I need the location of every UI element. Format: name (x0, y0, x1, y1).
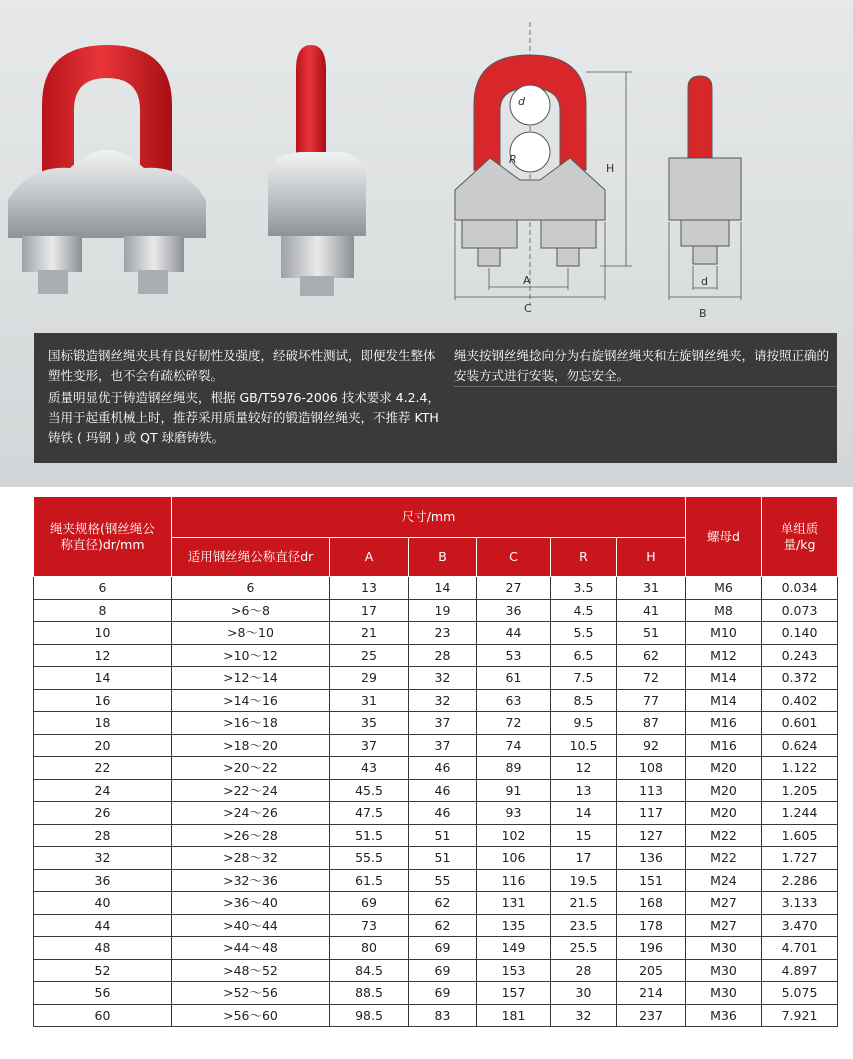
table-body (34, 577, 838, 1027)
table-header-row (34, 497, 838, 538)
cell-r: 28 (551, 959, 617, 982)
cell-b: 83 (409, 1004, 477, 1027)
cell-rope-diameter: >8～10 (172, 622, 330, 645)
cell-a: 17 (330, 599, 409, 622)
cell-rope-diameter: >32～36 (172, 869, 330, 892)
cell-rope-diameter: >26～28 (172, 824, 330, 847)
cell-rope-diameter: >14～16 (172, 689, 330, 712)
cell-r: 9.5 (551, 712, 617, 735)
cell-spec: 8 (34, 599, 172, 622)
cell-c: 53 (477, 644, 551, 667)
table-row (34, 779, 838, 802)
cell-spec: 24 (34, 779, 172, 802)
cell-r: 21.5 (551, 892, 617, 915)
cell-spec: 12 (34, 644, 172, 667)
cell-weight: 3.470 (762, 914, 838, 937)
cell-b: 46 (409, 802, 477, 825)
cell-b: 32 (409, 667, 477, 690)
cell-c: 63 (477, 689, 551, 712)
table-row (34, 959, 838, 982)
cell-spec: 56 (34, 982, 172, 1005)
cell-a: 51.5 (330, 824, 409, 847)
table-row (34, 982, 838, 1005)
cell-c: 89 (477, 757, 551, 780)
cell-rope-diameter: >18～20 (172, 734, 330, 757)
cell-a: 61.5 (330, 869, 409, 892)
cell-rope-diameter: >24～26 (172, 802, 330, 825)
cell-a: 45.5 (330, 779, 409, 802)
table-row (34, 892, 838, 915)
cell-nut: M24 (686, 869, 762, 892)
cell-h: 178 (617, 914, 686, 937)
cell-r: 7.5 (551, 667, 617, 690)
cell-rope-diameter: >52～56 (172, 982, 330, 1005)
cell-weight: 4.701 (762, 937, 838, 960)
cell-h: 92 (617, 734, 686, 757)
cell-spec: 20 (34, 734, 172, 757)
cell-rope-diameter: >44～48 (172, 937, 330, 960)
cell-r: 8.5 (551, 689, 617, 712)
table-row (34, 869, 838, 892)
table-row (34, 577, 838, 600)
cell-h: 51 (617, 622, 686, 645)
cell-nut: M8 (686, 599, 762, 622)
cell-nut: M27 (686, 914, 762, 937)
cell-b: 37 (409, 712, 477, 735)
cell-weight: 0.372 (762, 667, 838, 690)
cell-h: 31 (617, 577, 686, 600)
cell-b: 51 (409, 824, 477, 847)
cell-h: 196 (617, 937, 686, 960)
header-h: H (617, 538, 686, 577)
cell-nut: M20 (686, 802, 762, 825)
cell-nut: M22 (686, 824, 762, 847)
cell-rope-diameter: >16～18 (172, 712, 330, 735)
cell-c: 61 (477, 667, 551, 690)
cell-r: 25.5 (551, 937, 617, 960)
cell-c: 181 (477, 1004, 551, 1027)
cell-a: 43 (330, 757, 409, 780)
cell-r: 30 (551, 982, 617, 1005)
cell-spec: 10 (34, 622, 172, 645)
cell-rope-diameter: >10～12 (172, 644, 330, 667)
label-side-d: d (701, 275, 708, 288)
cell-r: 13 (551, 779, 617, 802)
cell-r: 3.5 (551, 577, 617, 600)
cell-b: 23 (409, 622, 477, 645)
info-left-column (48, 346, 446, 450)
cell-nut: M36 (686, 1004, 762, 1027)
cell-nut: M12 (686, 644, 762, 667)
info-paragraph-quality: 质量明显优于铸造钢丝绳夹，根据 GB/T5976-2006 技术要求 4.2.4，当用于起重机械上时，推荐采用质量较好的锻造钢丝绳夹，不推荐 KTH 铸铁 ( 玛钢 ) 或 QT 球磨铸铁。 (48, 390, 440, 445)
cell-rope-diameter: >6～8 (172, 599, 330, 622)
cell-nut: M30 (686, 959, 762, 982)
cell-spec: 16 (34, 689, 172, 712)
cell-weight: 0.624 (762, 734, 838, 757)
info-divider (454, 386, 837, 387)
cell-rope-diameter: >48～52 (172, 959, 330, 982)
cell-c: 116 (477, 869, 551, 892)
cell-weight: 1.605 (762, 824, 838, 847)
cell-a: 47.5 (330, 802, 409, 825)
cell-a: 37 (330, 734, 409, 757)
cell-r: 23.5 (551, 914, 617, 937)
label-h: H (606, 162, 615, 175)
cell-a: 31 (330, 689, 409, 712)
header-c: C (477, 538, 551, 577)
header-b: B (409, 538, 477, 577)
cell-weight: 7.921 (762, 1004, 838, 1027)
table-row (34, 847, 838, 870)
info-right-column (454, 346, 832, 388)
cell-a: 73 (330, 914, 409, 937)
product-hero (0, 0, 853, 487)
cell-nut: M22 (686, 847, 762, 870)
cell-rope-diameter: >22～24 (172, 779, 330, 802)
cell-nut: M20 (686, 757, 762, 780)
cell-nut: M27 (686, 892, 762, 915)
cell-a: 55.5 (330, 847, 409, 870)
table-row (34, 599, 838, 622)
cell-spec: 48 (34, 937, 172, 960)
cell-a: 25 (330, 644, 409, 667)
cell-b: 62 (409, 892, 477, 915)
cell-weight: 2.286 (762, 869, 838, 892)
table-row (34, 757, 838, 780)
cell-b: 69 (409, 937, 477, 960)
cell-b: 37 (409, 734, 477, 757)
cell-nut: M14 (686, 667, 762, 690)
cell-h: 113 (617, 779, 686, 802)
cell-weight: 5.075 (762, 982, 838, 1005)
cell-b: 51 (409, 847, 477, 870)
table-row (34, 712, 838, 735)
cell-weight: 0.140 (762, 622, 838, 645)
cell-weight: 0.073 (762, 599, 838, 622)
cell-rope-diameter: >12～14 (172, 667, 330, 690)
cell-h: 127 (617, 824, 686, 847)
header-rope-diameter: 适用钢丝绳公称直径dr (172, 538, 330, 577)
cell-r: 17 (551, 847, 617, 870)
cell-weight: 1.205 (762, 779, 838, 802)
table-row (34, 667, 838, 690)
cell-spec: 14 (34, 667, 172, 690)
cell-rope-diameter: >28～32 (172, 847, 330, 870)
cell-a: 84.5 (330, 959, 409, 982)
cell-spec: 26 (34, 802, 172, 825)
table-row (34, 622, 838, 645)
cell-weight: 0.601 (762, 712, 838, 735)
cell-weight: 3.133 (762, 892, 838, 915)
clip-photo-side (268, 45, 366, 296)
cell-c: 44 (477, 622, 551, 645)
header-dimensions: 尺寸/mm (172, 497, 686, 538)
technical-drawing-side (669, 76, 741, 320)
cell-r: 5.5 (551, 622, 617, 645)
table-row (34, 914, 838, 937)
cell-a: 69 (330, 892, 409, 915)
cell-h: 108 (617, 757, 686, 780)
label-c: C (524, 302, 532, 315)
cell-h: 117 (617, 802, 686, 825)
cell-weight: 1.727 (762, 847, 838, 870)
clip-photo-front (8, 45, 206, 294)
info-paragraph-installation: 绳夹按钢丝绳捻向分为右旋钢丝绳夹和左旋钢丝绳夹，请按照正确的安装方式进行安装，勿忘安全。 (454, 348, 830, 383)
header-spec: 绳夹规格(钢丝绳公称直径)dr/mm (34, 497, 172, 577)
cell-a: 98.5 (330, 1004, 409, 1027)
label-b: B (699, 307, 707, 320)
cell-weight: 0.402 (762, 689, 838, 712)
cell-rope-diameter: >56～60 (172, 1004, 330, 1027)
table-row (34, 802, 838, 825)
table-row (34, 824, 838, 847)
cell-weight: 1.244 (762, 802, 838, 825)
table-row (34, 644, 838, 667)
cell-c: 157 (477, 982, 551, 1005)
cell-nut: M16 (686, 734, 762, 757)
cell-h: 62 (617, 644, 686, 667)
cell-c: 74 (477, 734, 551, 757)
cell-spec: 60 (34, 1004, 172, 1027)
cell-a: 29 (330, 667, 409, 690)
cell-weight: 0.034 (762, 577, 838, 600)
table-row (34, 689, 838, 712)
cell-spec: 22 (34, 757, 172, 780)
cell-c: 93 (477, 802, 551, 825)
cell-nut: M16 (686, 712, 762, 735)
cell-spec: 36 (34, 869, 172, 892)
cell-spec: 40 (34, 892, 172, 915)
cell-rope-diameter: 6 (172, 577, 330, 600)
cell-h: 87 (617, 712, 686, 735)
cell-c: 27 (477, 577, 551, 600)
cell-nut: M6 (686, 577, 762, 600)
cell-a: 35 (330, 712, 409, 735)
cell-spec: 44 (34, 914, 172, 937)
cell-spec: 28 (34, 824, 172, 847)
cell-h: 77 (617, 689, 686, 712)
cell-a: 80 (330, 937, 409, 960)
cell-nut: M10 (686, 622, 762, 645)
cell-c: 135 (477, 914, 551, 937)
cell-r: 4.5 (551, 599, 617, 622)
cell-a: 88.5 (330, 982, 409, 1005)
cell-rope-diameter: >40～44 (172, 914, 330, 937)
cell-spec: 18 (34, 712, 172, 735)
spec-table (33, 496, 838, 1027)
cell-b: 46 (409, 779, 477, 802)
cell-h: 205 (617, 959, 686, 982)
cell-nut: M30 (686, 982, 762, 1005)
cell-spec: 6 (34, 577, 172, 600)
cell-r: 6.5 (551, 644, 617, 667)
cell-r: 32 (551, 1004, 617, 1027)
cell-h: 72 (617, 667, 686, 690)
label-r: R (509, 153, 517, 166)
cell-nut: M20 (686, 779, 762, 802)
header-weight: 单组质量/kg (762, 497, 838, 577)
cell-c: 149 (477, 937, 551, 960)
table-row (34, 1004, 838, 1027)
cell-h: 168 (617, 892, 686, 915)
label-a: A (523, 274, 531, 287)
table-row (34, 734, 838, 757)
info-panel (34, 333, 837, 463)
cell-rope-diameter: >36～40 (172, 892, 330, 915)
cell-nut: M30 (686, 937, 762, 960)
cell-h: 136 (617, 847, 686, 870)
cell-b: 46 (409, 757, 477, 780)
cell-r: 10.5 (551, 734, 617, 757)
cell-b: 28 (409, 644, 477, 667)
cell-b: 19 (409, 599, 477, 622)
cell-rope-diameter: >20～22 (172, 757, 330, 780)
cell-b: 55 (409, 869, 477, 892)
cell-weight: 0.243 (762, 644, 838, 667)
cell-b: 69 (409, 959, 477, 982)
cell-c: 131 (477, 892, 551, 915)
cell-c: 106 (477, 847, 551, 870)
cell-c: 91 (477, 779, 551, 802)
cell-nut: M14 (686, 689, 762, 712)
cell-b: 69 (409, 982, 477, 1005)
cell-weight: 1.122 (762, 757, 838, 780)
cell-spec: 52 (34, 959, 172, 982)
cell-r: 19.5 (551, 869, 617, 892)
technical-drawing-front (455, 22, 632, 315)
cell-h: 41 (617, 599, 686, 622)
cell-h: 237 (617, 1004, 686, 1027)
cell-r: 12 (551, 757, 617, 780)
cell-c: 36 (477, 599, 551, 622)
cell-r: 14 (551, 802, 617, 825)
cell-h: 151 (617, 869, 686, 892)
label-d: d (518, 95, 525, 108)
header-r: R (551, 538, 617, 577)
cell-a: 21 (330, 622, 409, 645)
cell-c: 153 (477, 959, 551, 982)
cell-b: 14 (409, 577, 477, 600)
header-nut: 螺母d (686, 497, 762, 577)
cell-spec: 32 (34, 847, 172, 870)
cell-weight: 4.897 (762, 959, 838, 982)
table-row (34, 937, 838, 960)
cell-b: 62 (409, 914, 477, 937)
cell-c: 72 (477, 712, 551, 735)
cell-r: 15 (551, 824, 617, 847)
cell-a: 13 (330, 577, 409, 600)
info-paragraph-strength: 国标锻造钢丝绳夹具有良好韧性及强度，经破坏性测试，即便发生整体塑性变形，也不会有疏松碎裂。 (48, 348, 436, 383)
header-a: A (330, 538, 409, 577)
cell-h: 214 (617, 982, 686, 1005)
cell-c: 102 (477, 824, 551, 847)
cell-b: 32 (409, 689, 477, 712)
